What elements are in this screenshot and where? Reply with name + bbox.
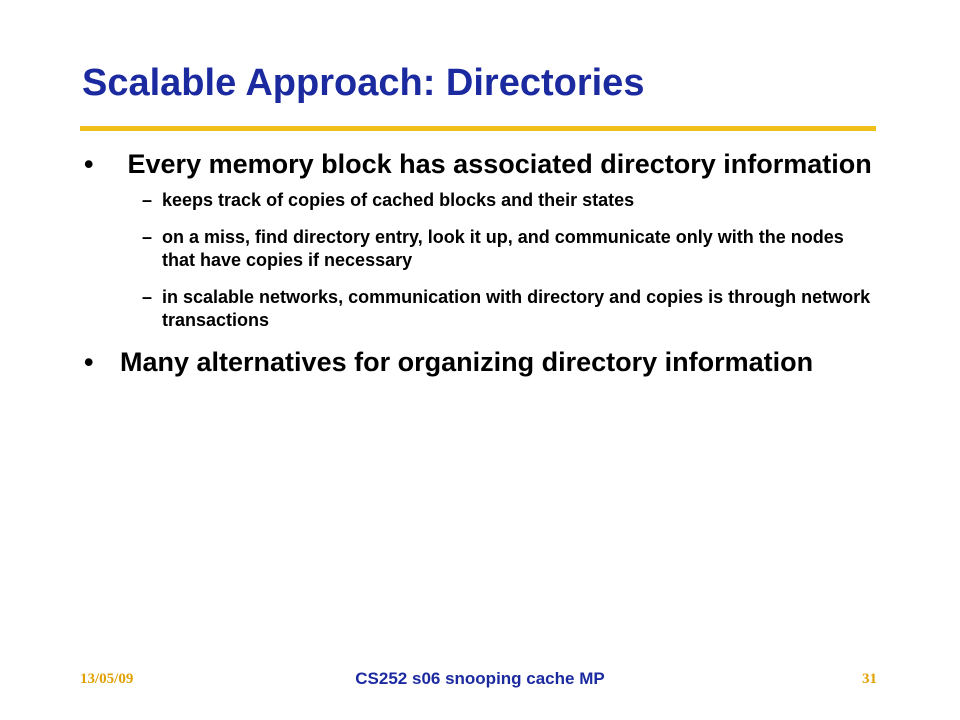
sub-bullet-marker: –: [142, 190, 153, 210]
bullet-marker: •: [84, 149, 94, 179]
slide-title: Scalable Approach: Directories: [82, 62, 645, 104]
bullet-text: Every memory block has associated directory information: [120, 149, 872, 179]
sub-bullet-item: [142, 189, 874, 212]
footer-page-number: 31: [862, 671, 877, 687]
slide-body: [84, 148, 874, 379]
bullet-item: [84, 148, 874, 181]
sub-bullet-text: in scalable networks, communication with directory and copies is through network transactions: [162, 287, 871, 330]
footer-course: CS252 s06 snooping cache MP: [355, 669, 605, 688]
title-divider: [80, 126, 876, 131]
sub-bullet-text: keeps track of copies of cached blocks and their states: [162, 190, 635, 210]
sub-bullet-marker: –: [142, 227, 153, 247]
sub-bullet-item: [142, 226, 874, 272]
bullet-text: Many alternatives for organizing directory information: [120, 347, 814, 377]
sub-bullet-text: on a miss, find directory entry, look it up, and communicate only with the nodes that have copies if necessary: [162, 227, 844, 270]
sub-bullet-list: [84, 189, 874, 332]
bullet-marker: •: [84, 347, 94, 377]
sub-bullet-item: [142, 286, 874, 332]
sub-bullet-marker: –: [142, 287, 153, 307]
bullet-item: [84, 346, 874, 379]
footer-date: 13/05/09: [80, 671, 134, 687]
